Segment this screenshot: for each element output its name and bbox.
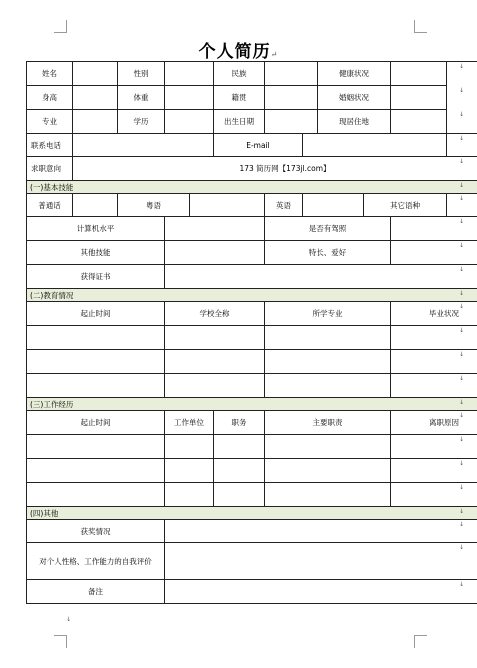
section-other: (四)其他: [27, 507, 477, 520]
marital-value[interactable]: [391, 86, 447, 110]
other-skill-label: 其他技能: [27, 241, 165, 265]
driver-license-label: 是否有驾照: [265, 217, 391, 241]
section-row: [27, 181, 477, 194]
section-skills: (一)基本技能: [27, 181, 477, 194]
ethnicity-label: 民族: [214, 62, 265, 86]
work-company-cell[interactable]: [165, 459, 214, 483]
weight-value[interactable]: [165, 86, 214, 110]
row-end-mark: ↓: [459, 436, 465, 443]
resume-table-container: [26, 61, 457, 611]
health-value[interactable]: [391, 62, 447, 86]
row-end-mark: ↓: [459, 521, 465, 528]
work-header-company: 工作单位: [165, 411, 214, 435]
job-target-value[interactable]: 173 简历网【173jl.com】: [73, 157, 477, 181]
table-header-row: [27, 302, 477, 326]
ethnicity-value[interactable]: [265, 62, 318, 86]
table-row: [27, 326, 477, 350]
row-end-mark: ↓: [459, 111, 465, 118]
row-end-mark: ↓: [459, 412, 465, 419]
table-row: [27, 157, 477, 181]
section-education: (二)教育情况: [27, 289, 477, 302]
section-row: [27, 507, 477, 520]
row-end-mark: ↓: [459, 303, 465, 310]
edu-major-cell[interactable]: [265, 374, 391, 398]
crop-mark-top-right: [414, 20, 427, 33]
edu-school-cell[interactable]: [165, 374, 265, 398]
work-position-cell[interactable]: [214, 459, 265, 483]
work-header-leave-reason: 离职原因: [391, 411, 477, 435]
birth-date-label: 出生日期: [214, 110, 265, 134]
mandarin-value[interactable]: [73, 194, 118, 217]
paragraph-mark: ↵: [270, 50, 279, 59]
gender-value[interactable]: [165, 62, 214, 86]
hobby-label: 特长、爱好: [265, 241, 391, 265]
weight-label: 体重: [118, 86, 165, 110]
english-value[interactable]: [303, 194, 364, 217]
table-row: [27, 483, 477, 507]
row-end-mark: ↓: [459, 87, 465, 94]
work-period-cell[interactable]: [27, 459, 165, 483]
crop-mark-bottom-right: [414, 635, 427, 648]
work-header-duties: 主要职责: [265, 411, 391, 435]
page-title-text: 个人简历: [198, 42, 271, 62]
other-language-label: 其它语种: [364, 194, 447, 217]
row-end-mark: ↓: [459, 351, 465, 358]
certificates-label: 获得证书: [27, 265, 165, 289]
row-end-mark: ↓: [459, 195, 465, 202]
row-end-mark: ↓: [459, 460, 465, 467]
photo-cell[interactable]: [447, 62, 477, 134]
work-company-cell[interactable]: [165, 435, 214, 459]
edu-header-school: 学校全称: [165, 302, 265, 326]
table-row: [27, 217, 477, 241]
job-target-label: 求职意向: [27, 157, 73, 181]
education-value[interactable]: [165, 110, 214, 134]
name-label: 姓名: [27, 62, 73, 86]
work-duties-cell[interactable]: [265, 483, 391, 507]
major-value[interactable]: [73, 110, 118, 134]
edu-period-cell[interactable]: [27, 350, 165, 374]
marital-label: 婚姻状况: [318, 86, 391, 110]
native-place-value[interactable]: [265, 86, 318, 110]
resume-table: [26, 61, 477, 604]
section-work: (三)工作经历: [27, 398, 477, 411]
crop-mark-top-left: [54, 20, 67, 33]
table-row: [27, 134, 477, 157]
table-row: [27, 459, 477, 483]
table-row: [27, 435, 477, 459]
work-company-cell[interactable]: [165, 483, 214, 507]
work-duties-cell[interactable]: [265, 435, 391, 459]
table-row: [27, 520, 477, 543]
edu-school-cell[interactable]: [165, 350, 265, 374]
computer-value[interactable]: [165, 217, 265, 241]
email-label: E-mail: [214, 134, 303, 157]
awards-label: 获奖情况: [27, 520, 165, 543]
edu-major-cell[interactable]: [265, 326, 391, 350]
table-row: [27, 543, 477, 580]
mandarin-label: 普通话: [27, 194, 73, 217]
crop-mark-bottom-left: [54, 635, 67, 648]
work-duties-cell[interactable]: [265, 459, 391, 483]
row-end-mark: ↓: [459, 135, 465, 142]
row-end-mark: ↓: [459, 399, 465, 406]
notes-label: 备注: [27, 580, 165, 604]
phone-label: 联系电话: [27, 134, 73, 157]
row-end-mark: ↓: [459, 327, 465, 334]
work-header-period: 起止时间: [27, 411, 165, 435]
row-end-mark: ↓: [459, 508, 465, 515]
table-row: [27, 241, 477, 265]
phone-value[interactable]: [73, 134, 214, 157]
table-row: [27, 374, 477, 398]
self-evaluation-label: 对个人性格、工作能力的自我评价: [27, 543, 165, 580]
english-label: 英语: [265, 194, 303, 217]
table-row: [27, 110, 477, 134]
health-label: 健康状况: [318, 62, 391, 86]
edu-header-graduation: 毕业状况: [391, 302, 477, 326]
edu-period-cell[interactable]: [27, 326, 165, 350]
table-row: [27, 194, 477, 217]
row-end-mark: ↓: [459, 266, 465, 273]
row-end-mark: ↓: [459, 63, 465, 70]
end-paragraph-mark: ↓: [66, 616, 72, 623]
row-end-mark: ↓: [459, 158, 465, 165]
major-label: 专业: [27, 110, 73, 134]
table-row: [27, 580, 477, 604]
row-end-mark: ↓: [459, 242, 465, 249]
self-evaluation-value[interactable]: [165, 543, 477, 580]
native-place-label: 籍贯: [214, 86, 265, 110]
row-end-mark: ↓: [459, 182, 465, 189]
section-row: [27, 289, 477, 302]
edu-header-major: 所学专业: [265, 302, 391, 326]
section-row: [27, 398, 477, 411]
row-end-mark: ↓: [459, 290, 465, 297]
certificates-value[interactable]: [165, 265, 477, 289]
row-end-mark: ↓: [459, 544, 465, 551]
work-position-cell[interactable]: [214, 483, 265, 507]
gender-label: 性别: [118, 62, 165, 86]
page-title: [0, 37, 477, 62]
birth-date-value[interactable]: [265, 110, 318, 134]
cantonese-label: 粤语: [118, 194, 190, 217]
table-header-row: [27, 411, 477, 435]
email-value[interactable]: [303, 134, 447, 157]
row-end-mark: ↓: [459, 218, 465, 225]
row-end-mark: ↓: [459, 484, 465, 491]
edu-school-cell[interactable]: [165, 326, 265, 350]
edu-period-cell[interactable]: [27, 374, 165, 398]
table-row: [27, 86, 477, 110]
edu-major-cell[interactable]: [265, 350, 391, 374]
other-skill-value[interactable]: [165, 241, 265, 265]
table-row: [27, 265, 477, 289]
table-row: [27, 62, 477, 86]
cantonese-value[interactable]: [190, 194, 265, 217]
awards-value[interactable]: [165, 520, 477, 543]
height-label: 身高: [27, 86, 73, 110]
row-end-mark: ↓: [459, 375, 465, 382]
education-label: 学历: [118, 110, 165, 134]
notes-value[interactable]: [165, 580, 477, 604]
work-position-cell[interactable]: [214, 435, 265, 459]
table-row: [27, 350, 477, 374]
edu-header-period: 起止时间: [27, 302, 165, 326]
work-period-cell[interactable]: [27, 435, 165, 459]
height-value[interactable]: [73, 86, 118, 110]
row-end-mark: ↓: [459, 581, 465, 588]
work-header-position: 职务: [214, 411, 265, 435]
work-period-cell[interactable]: [27, 483, 165, 507]
residence-label: 现居住地: [318, 110, 391, 134]
name-value[interactable]: [73, 62, 118, 86]
computer-label: 计算机水平: [27, 217, 165, 241]
residence-value[interactable]: [391, 110, 447, 134]
